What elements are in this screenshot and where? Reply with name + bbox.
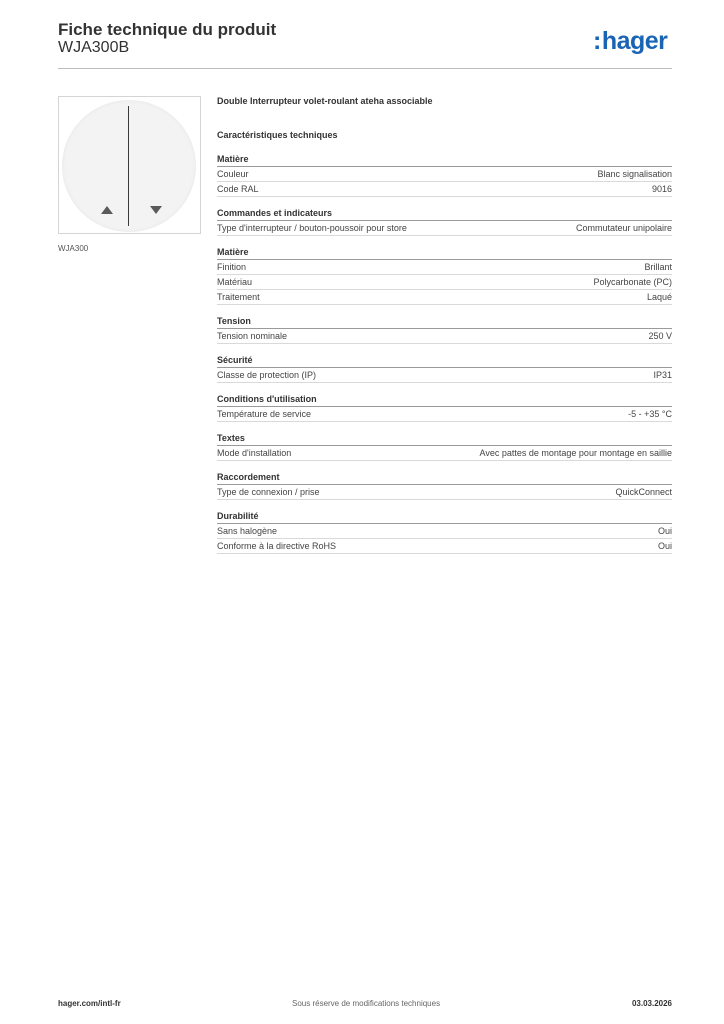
spec-section-title: Matière xyxy=(217,152,672,167)
spec-row xyxy=(217,368,672,383)
arrow-down-icon xyxy=(150,206,162,214)
product-reference: WJA300B xyxy=(58,39,130,56)
spec-value: -5 - +35 °C xyxy=(628,409,672,419)
spec-row xyxy=(217,329,672,344)
spec-label: Finition xyxy=(217,262,247,272)
product-name: Double Interrupteur volet-roulant ateha associable xyxy=(217,96,433,106)
spec-section xyxy=(217,431,672,461)
page-title: Fiche technique du produit xyxy=(58,20,277,39)
spec-section-title: Sécurité xyxy=(217,353,672,368)
specs-title: Caractéristiques techniques xyxy=(217,130,338,140)
spec-value: Brillant xyxy=(644,262,672,272)
switch-faceplate xyxy=(62,100,196,232)
spec-row xyxy=(217,446,672,461)
spec-section-title: Conditions d'utilisation xyxy=(217,392,672,407)
spec-row xyxy=(217,182,672,197)
logo-colon: : xyxy=(593,27,601,55)
spec-section xyxy=(217,353,672,383)
spec-section-title: Tension xyxy=(217,314,672,329)
spec-label: Température de service xyxy=(217,409,312,419)
spec-value: Avec pattes de montage pour montage en saillie xyxy=(479,448,672,458)
spec-section xyxy=(217,245,672,305)
header-divider xyxy=(58,68,672,69)
spec-section xyxy=(217,509,672,554)
spec-value: QuickConnect xyxy=(615,487,672,497)
spec-label: Classe de protection (IP) xyxy=(217,370,317,380)
spec-label: Code RAL xyxy=(217,184,259,194)
spec-label: Tension nominale xyxy=(217,331,288,341)
spec-value: Oui xyxy=(657,526,672,536)
footer-disclaimer: Sous réserve de modifications techniques xyxy=(292,999,441,1008)
spec-row xyxy=(217,290,672,305)
spec-row xyxy=(217,221,672,236)
spec-label: Type de connexion / prise xyxy=(217,487,320,497)
rocker-divider xyxy=(128,106,129,226)
spec-section-title: Commandes et indicateurs xyxy=(217,206,672,221)
spec-section xyxy=(217,152,672,197)
spec-value: Polycarbonate (PC) xyxy=(593,277,672,287)
logo-text: hager xyxy=(601,27,668,55)
arrow-up-icon xyxy=(101,206,113,214)
spec-row xyxy=(217,524,672,539)
spec-label: Conforme à la directive RoHS xyxy=(217,541,337,551)
spec-label: Couleur xyxy=(217,169,249,179)
spec-row xyxy=(217,260,672,275)
spec-row xyxy=(217,407,672,422)
spec-value: Laqué xyxy=(646,292,672,302)
specs-table xyxy=(217,152,672,563)
spec-value: Blanc signalisation xyxy=(597,169,672,179)
spec-section xyxy=(217,392,672,422)
spec-section xyxy=(217,206,672,236)
spec-label: Sans halogène xyxy=(217,526,278,536)
spec-row xyxy=(217,167,672,182)
spec-section-title: Durabilité xyxy=(217,509,672,524)
spec-section-title: Textes xyxy=(217,431,672,446)
spec-label: Mode d'installation xyxy=(217,448,292,458)
spec-row xyxy=(217,485,672,500)
spec-section-title: Raccordement xyxy=(217,470,672,485)
spec-section xyxy=(217,314,672,344)
spec-label: Type d'interrupteur / bouton-poussoir pour store xyxy=(217,223,407,233)
spec-row xyxy=(217,275,672,290)
spec-label: Matériau xyxy=(217,277,253,287)
spec-value: 250 V xyxy=(648,331,672,341)
spec-section xyxy=(217,470,672,500)
spec-value: 9016 xyxy=(651,184,672,194)
spec-row xyxy=(217,539,672,554)
footer-website-link[interactable]: hager.com/intl-fr xyxy=(58,999,121,1008)
product-image xyxy=(58,96,201,234)
spec-value: Commutateur unipolaire xyxy=(575,223,672,233)
spec-label: Traitement xyxy=(217,292,260,302)
spec-value: Oui xyxy=(657,541,672,551)
image-caption: WJA300 xyxy=(58,244,89,253)
spec-section-title: Matière xyxy=(217,245,672,260)
footer-date: 03.03.2026 xyxy=(631,999,672,1008)
spec-value: IP31 xyxy=(653,370,672,380)
hager-logo[interactable] xyxy=(593,26,667,56)
